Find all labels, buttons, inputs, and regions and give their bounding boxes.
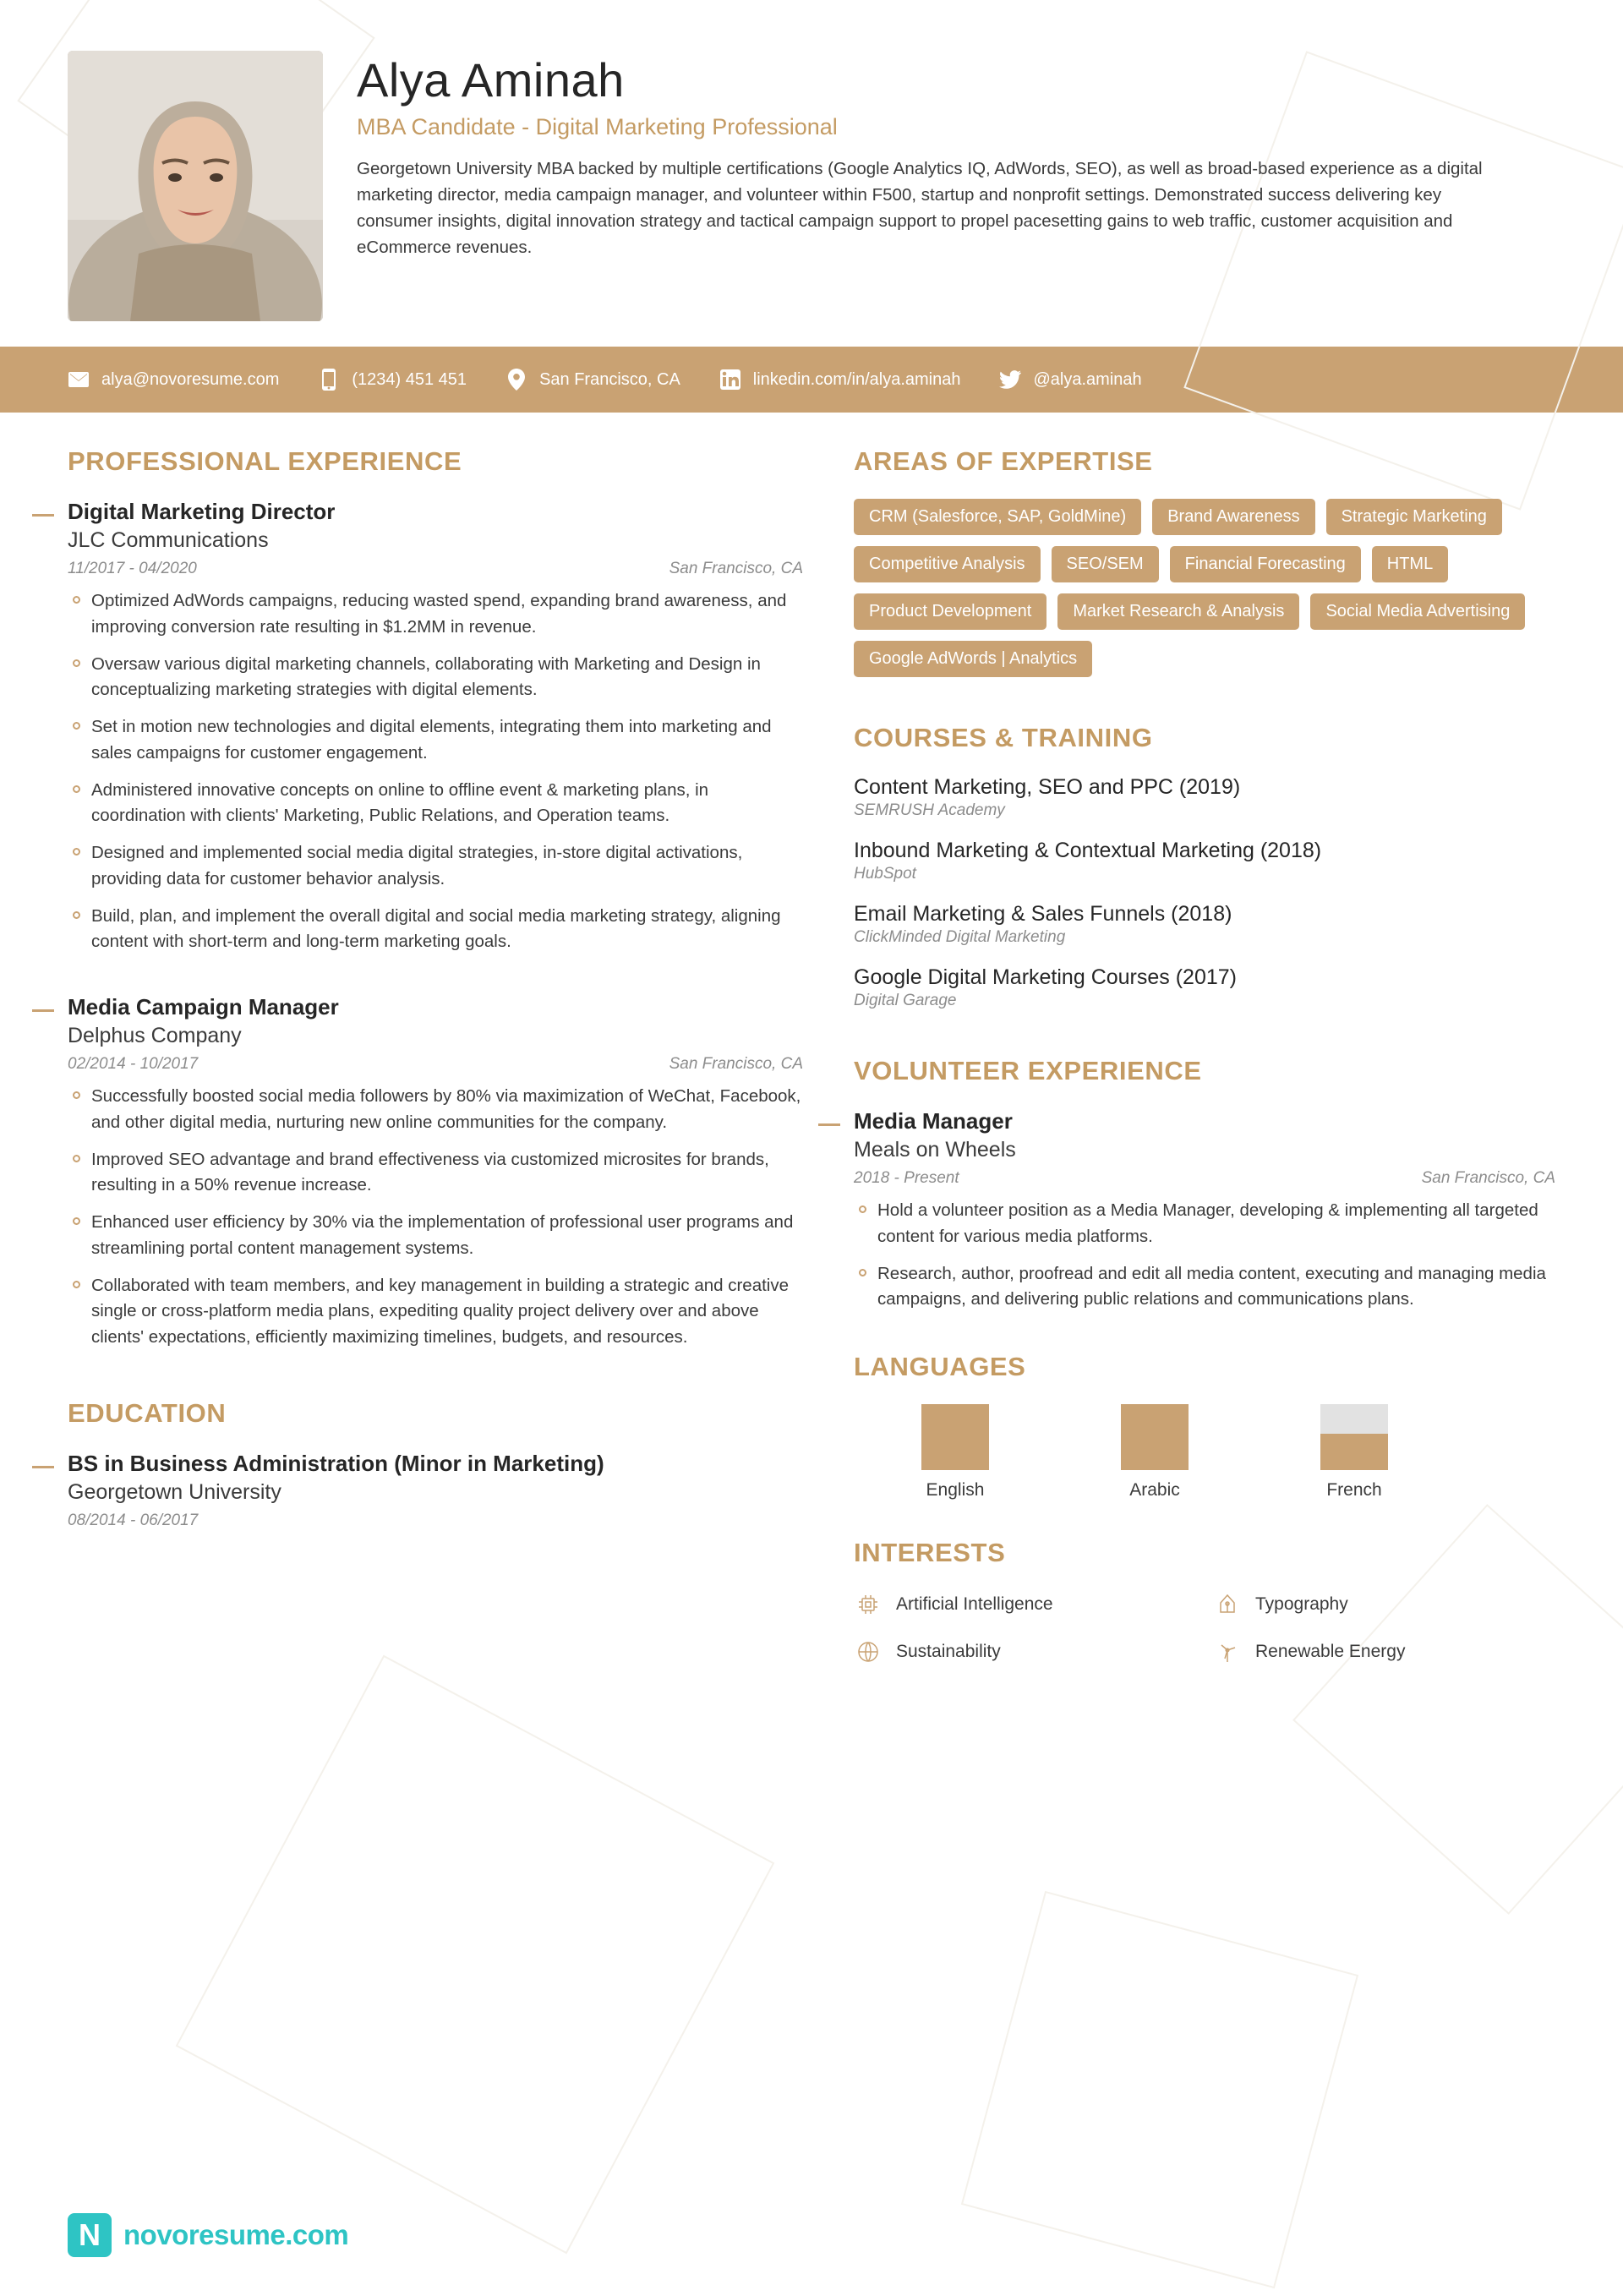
skill-tag: CRM (Salesforce, SAP, GoldMine) xyxy=(854,499,1141,535)
wind-turbine-icon xyxy=(1213,1637,1242,1666)
location-pin-icon xyxy=(505,369,527,391)
course-name: Inbound Marketing & Contextual Marketing (2018) xyxy=(854,839,1322,862)
contact-bar xyxy=(0,347,1623,413)
contact-linkedin-value: linkedin.com/in/alya.aminah xyxy=(752,369,961,389)
section-areas-of-expertise xyxy=(854,446,1555,677)
list-item: Optimized AdWords campaigns, reducing wasted spend, expanding brand awareness, and improving conversion rate resulting in $1.2MM in revenue. xyxy=(68,588,803,641)
contact-twitter[interactable] xyxy=(999,369,1141,391)
skill-tag: SEO/SEM xyxy=(1052,546,1159,582)
page-title: Alya Aminah xyxy=(357,53,625,107)
list-item: Administered innovative concepts on online to offline event & marketing plans, in coordination with clients' Marketing, Public Relations, and Operation teams. xyxy=(68,778,803,830)
course-item xyxy=(854,775,1555,820)
list-item: Collaborated with team members, and key management in building a strategic and creative single or cross-platform media plans, expediting quality project delivery over and above clients' expectations, efficiently maximizing timelines, budgets, and resources. xyxy=(68,1273,803,1351)
entry-meta xyxy=(68,560,803,578)
company-name: Meals on Wheels xyxy=(854,1138,1016,1162)
entry-location: San Francisco, CA xyxy=(669,1055,803,1073)
list-item: Designed and implemented social media digital strategies, in-store digital activations, providing data for customer behavior analysis. xyxy=(68,840,803,893)
contact-email-value: alya@novoresume.com xyxy=(101,369,280,389)
degree-title: BS in Business Administration (Minor in Marketing) xyxy=(68,1450,604,1476)
course-name: Email Marketing & Sales Funnels (2018) xyxy=(854,902,1232,926)
section-volunteer-experience xyxy=(854,1056,1555,1313)
company-name: JLC Communications xyxy=(68,528,269,552)
skill-tag: Market Research & Analysis xyxy=(1057,593,1299,630)
school-name: Georgetown University xyxy=(68,1480,281,1505)
section-title-education: EDUCATION xyxy=(68,1397,227,1428)
contact-phone-value: (1234) 451 451 xyxy=(352,369,467,389)
skill-tag: Financial Forecasting xyxy=(1170,546,1361,582)
entry-meta xyxy=(854,1169,1555,1188)
entry-dash xyxy=(32,1009,54,1012)
education-entry xyxy=(68,1451,803,1531)
email-icon xyxy=(68,369,90,391)
list-item: Enhanced user efficiency by 30% via the implementation of professional user programs and streamlining portal content management systems. xyxy=(68,1210,803,1262)
language-item xyxy=(896,1404,1014,1501)
language-list xyxy=(854,1404,1555,1501)
section-title-expertise: AREAS OF EXPERTISE xyxy=(854,446,1153,476)
skill-tag: Competitive Analysis xyxy=(854,546,1041,582)
list-item: Oversaw various digital marketing channels, collaborating with Marketing and Design in conceptualizing marketing strategies with digital elements. xyxy=(68,652,803,704)
language-label: French xyxy=(1326,1480,1382,1500)
course-name: Google Digital Marketing Courses (2017) xyxy=(854,965,1237,989)
section-title-experience: PROFESSIONAL EXPERIENCE xyxy=(68,446,462,476)
entry-location: San Francisco, CA xyxy=(1421,1169,1555,1187)
course-org: ClickMinded Digital Marketing xyxy=(854,928,1066,946)
section-interests xyxy=(854,1538,1555,1666)
entry-dash xyxy=(32,1466,54,1468)
resume-header xyxy=(0,0,1623,347)
course-org: Digital Garage xyxy=(854,992,957,1009)
interest-label: Typography xyxy=(1255,1594,1348,1614)
language-item xyxy=(1096,1404,1214,1501)
language-label: English xyxy=(926,1480,985,1500)
interest-item xyxy=(854,1590,1196,1619)
bullet-list xyxy=(854,1198,1555,1313)
interest-item xyxy=(854,1637,1196,1666)
section-languages xyxy=(854,1352,1555,1501)
list-item: Research, author, proofread and edit all media content, executing and managing media campaigns, and delivering public relations and communications plans. xyxy=(854,1261,1555,1314)
interest-item xyxy=(1213,1637,1555,1666)
list-item: Hold a volunteer position as a Media Manager, developing & implementing all targeted content for various media platforms. xyxy=(854,1198,1555,1250)
watermark-shape xyxy=(176,1655,775,2255)
course-item xyxy=(854,965,1555,1010)
skill-tag: HTML xyxy=(1372,546,1448,582)
skill-tag: Brand Awareness xyxy=(1152,499,1314,535)
list-item: Set in motion new technologies and digital elements, integrating them into marketing and sales campaigns for customer engagement. xyxy=(68,714,803,767)
footer-logo[interactable] xyxy=(68,2213,348,2257)
job-title: Media Campaign Manager xyxy=(68,994,339,1020)
entry-dates: 08/2014 - 06/2017 xyxy=(68,1512,199,1530)
entry-dates: 11/2017 - 04/2020 xyxy=(68,560,197,577)
entry-dates: 2018 - Present xyxy=(854,1169,959,1187)
entry-meta xyxy=(68,1055,803,1074)
resume-body xyxy=(0,413,1623,1702)
language-level-bar xyxy=(1121,1404,1189,1470)
interest-list xyxy=(854,1590,1555,1666)
header-subtitle: MBA Candidate - Digital Marketing Professional xyxy=(357,113,838,139)
section-professional-experience xyxy=(68,446,803,1351)
job-title: Digital Marketing Director xyxy=(68,499,336,524)
section-title-languages: LANGUAGES xyxy=(854,1352,1026,1381)
course-item xyxy=(854,902,1555,947)
twitter-icon xyxy=(999,369,1021,391)
skill-tag-list xyxy=(854,499,1555,677)
contact-location[interactable] xyxy=(505,369,680,391)
skill-tag: Social Media Advertising xyxy=(1310,593,1525,630)
entry-dates: 02/2014 - 10/2017 xyxy=(68,1055,199,1073)
skill-tag: Google AdWords | Analytics xyxy=(854,641,1092,677)
header-text xyxy=(357,51,1555,321)
linkedin-icon xyxy=(719,369,741,391)
contact-twitter-value: @alya.aminah xyxy=(1033,369,1142,389)
interest-label: Renewable Energy xyxy=(1255,1642,1406,1661)
section-courses-training xyxy=(854,723,1555,1010)
avatar xyxy=(68,51,323,321)
language-level-bar xyxy=(921,1404,989,1470)
list-item: Successfully boosted social media followers by 80% via maximization of WeChat, Facebook, and other digital media, nurturing new online communities for the company. xyxy=(68,1084,803,1136)
watermark-shape xyxy=(961,1891,1358,2288)
volunteer-entry xyxy=(854,1108,1555,1313)
entry-meta xyxy=(68,1512,803,1530)
interest-item xyxy=(1213,1590,1555,1619)
interest-label: Sustainability xyxy=(896,1642,1001,1661)
entry-location: San Francisco, CA xyxy=(669,560,803,577)
chip-icon xyxy=(854,1590,883,1619)
right-column xyxy=(854,446,1555,1702)
contact-phone[interactable] xyxy=(318,369,467,391)
pen-nib-icon xyxy=(1213,1590,1242,1619)
course-item xyxy=(854,839,1555,883)
company-name: Delphus Company xyxy=(68,1024,242,1047)
skill-tag: Product Development xyxy=(854,593,1046,630)
course-org: HubSpot xyxy=(854,865,916,883)
language-level-bar xyxy=(1320,1404,1388,1470)
phone-icon xyxy=(318,369,340,391)
entry-dash xyxy=(818,1123,840,1126)
portrait-illustration xyxy=(68,51,323,321)
entry-dash xyxy=(32,514,54,517)
job-title: Media Manager xyxy=(854,1108,1013,1134)
globe-leaf-icon xyxy=(854,1637,883,1666)
experience-entry xyxy=(68,499,803,955)
contact-linkedin[interactable] xyxy=(719,369,961,391)
novoresume-logo-text: novoresume.com xyxy=(123,2219,349,2250)
section-title-volunteer: VOLUNTEER EXPERIENCE xyxy=(854,1056,1202,1085)
skill-tag: Strategic Marketing xyxy=(1326,499,1502,535)
interest-label: Artificial Intelligence xyxy=(896,1594,1053,1614)
header-summary: Georgetown University MBA backed by multiple certifications (Google Analytics IQ, AdWords, SEO), as well as broad-based experience as a digital marketing director, media campaign manager, and volunteer within F500, startup and nonprofit settings. Demonstrated success delivering key consumer insights, digital innovation strategy and tactical campaign support to propel pacesetting gains to web traffic, customer acquisition and eCommerce revenues. xyxy=(357,158,1483,258)
language-item xyxy=(1295,1404,1413,1501)
novoresume-logo-icon: N xyxy=(68,2213,112,2257)
course-org: SEMRUSH Academy xyxy=(854,801,1005,819)
bullet-list xyxy=(68,588,803,955)
left-column xyxy=(68,446,803,1702)
contact-location-value: San Francisco, CA xyxy=(539,369,680,389)
experience-entry xyxy=(68,994,803,1351)
list-item: Build, plan, and implement the overall digital and social media marketing strategy, aligning content with short-term and long-term marketing goals. xyxy=(68,904,803,956)
contact-email[interactable] xyxy=(68,369,279,391)
section-title-courses: COURSES & TRAINING xyxy=(854,723,1153,752)
course-name: Content Marketing, SEO and PPC (2019) xyxy=(854,775,1241,799)
language-label: Arabic xyxy=(1129,1480,1180,1500)
section-title-interests: INTERESTS xyxy=(854,1538,1006,1567)
list-item: Improved SEO advantage and brand effectiveness via customized microsites for brands, resulting in a 50% revenue increase. xyxy=(68,1147,803,1200)
section-education xyxy=(68,1398,803,1531)
bullet-list xyxy=(68,1084,803,1351)
